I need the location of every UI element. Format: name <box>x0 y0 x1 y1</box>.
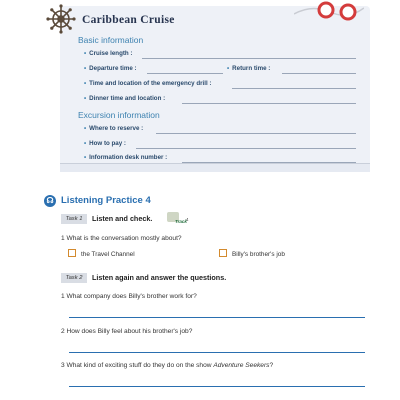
headphones-icon: ☊ <box>44 195 56 207</box>
answer-line-3[interactable] <box>69 386 365 387</box>
q3-text: 3 What kind of exciting stuff do they do on the show <box>61 362 214 369</box>
card-header <box>60 6 370 34</box>
answer-line-2[interactable] <box>69 352 365 353</box>
basic-info-heading: Basic information <box>78 35 144 45</box>
departure-time-label: • Departure time : <box>84 65 137 72</box>
option-travel-channel[interactable] <box>68 249 135 258</box>
track-label: Track <box>175 219 187 224</box>
ship-wheel-icon <box>46 4 76 34</box>
q3-show-name: Adventure Seekers <box>213 362 270 369</box>
desk-label: • Information desk number : <box>84 154 167 161</box>
life-ring-decoration-icon <box>294 0 364 24</box>
emergency-drill-field <box>84 80 356 91</box>
task2-question-1: 1 What company does Billy's brother work for? <box>61 293 197 300</box>
cruise-length-line <box>142 58 356 59</box>
task2-question-3 <box>61 362 273 369</box>
reserve-field <box>84 125 356 136</box>
option-brothers-job-label: Billy's brother's job <box>232 251 285 258</box>
reserve-label: • Where to reserve : <box>84 125 143 132</box>
cruise-length-field <box>84 50 356 61</box>
q3-end: ? <box>269 362 274 369</box>
checkbox-brothers-job[interactable] <box>219 249 227 257</box>
option-brothers-job[interactable] <box>219 249 285 258</box>
task1-question: 1 What is the conversation mostly about? <box>61 235 182 242</box>
listening-practice-title: Listening Practice 4 <box>61 195 151 206</box>
task2-instruction: Listen again and answer the questions. <box>92 273 227 282</box>
task2-tag: Task 2 <box>61 273 87 283</box>
card-title: Caribbean Cruise <box>82 14 175 26</box>
track-number: 4 <box>186 217 189 222</box>
reserve-line <box>156 133 356 134</box>
departure-return-field <box>84 65 356 76</box>
dinner-label: • Dinner time and location : <box>84 95 165 102</box>
answer-line-1[interactable] <box>69 317 365 318</box>
return-time-line <box>282 73 356 74</box>
option-travel-channel-label: the Travel Channel <box>81 251 135 258</box>
audio-track-icon[interactable] <box>166 211 188 225</box>
departure-time-line <box>147 73 223 74</box>
emergency-drill-label: • Time and location of the emergency drill : <box>84 80 211 87</box>
task1-instruction: Listen and check. <box>92 214 153 223</box>
checkbox-travel-channel[interactable] <box>68 249 76 257</box>
return-time-label: • Return time : <box>227 65 270 72</box>
pay-field <box>84 140 356 151</box>
cruise-length-label: • Cruise length : <box>84 50 133 57</box>
excursion-info-heading: Excursion information <box>78 110 160 120</box>
dinner-field <box>84 95 356 106</box>
emergency-drill-line <box>232 88 356 89</box>
cruise-info-card <box>60 6 370 172</box>
card-footer-bar <box>60 163 370 172</box>
task2-question-2: 2 How does Billy feel about his brother's job? <box>61 328 193 335</box>
pay-label: • How to pay : <box>84 140 126 147</box>
dinner-line <box>182 103 356 104</box>
pay-line <box>136 148 356 149</box>
task1-tag: Task 1 <box>61 214 87 224</box>
